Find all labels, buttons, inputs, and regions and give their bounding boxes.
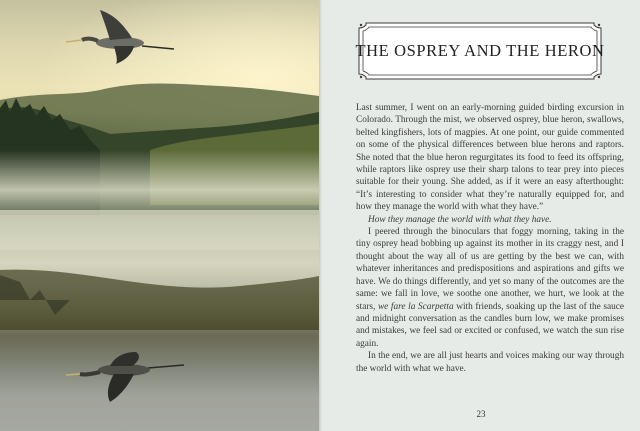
paragraph <box>356 226 624 350</box>
text-run: with friends, soaking up the last of the sauce and midnight conversation as the candles burn low, we make promises and mistakes, we feel sad or excited or confused, we watch the sun rise again. <box>356 301 624 349</box>
text-page <box>322 0 640 431</box>
flying-heron-icon <box>62 8 182 68</box>
chapter-title: THE OSPREY AND THE HERON <box>355 41 605 60</box>
paragraph <box>356 350 624 375</box>
paragraph <box>356 102 624 214</box>
italic-text: we fare la Scarpetta <box>377 301 454 312</box>
italic-text: How they manage the world with what they have. <box>368 214 552 225</box>
page-number: 23 <box>476 409 486 419</box>
flying-heron-icon <box>62 348 192 408</box>
text-run: I peered through the binoculars that foggy morning, taking in the tiny osprey head bobbing up against its mother in its craggy nest, and I thought about the way all of us are getting by the best we can, with whatever inheritances and predispositions and aspirations and gifts we have. We do things differently, and yet so many of the outcomes are the same: we fall in love, we soothe one another, we hurt, we look at the stars, <box>356 227 624 312</box>
text-run: Last summer, I went on an early-morning guided birding excursion in Colorado. Through the mist, we observed osprey, blue heron, swallows, belted kingfishers, lots of magpies. At one point, our guide commented on some of the physical differences between blue herons and raptors. She noted that the blue heron regurgitates its food to feed its offspring, while raptors like osprey use their sharp talons to tear prey into pieces suitable for their young. She added, as if it were an easy afterthought: “It’s interesting to consider what they’re naturally equipped for, and how they manage the world with what they have.” <box>356 103 624 213</box>
paragraph <box>356 214 624 226</box>
text-run: In the end, we are all just hearts and voices making our way through the world with what we have. <box>356 351 624 374</box>
misty-lake-photo <box>0 0 319 431</box>
body-text <box>356 102 624 375</box>
title-frame <box>355 22 605 80</box>
